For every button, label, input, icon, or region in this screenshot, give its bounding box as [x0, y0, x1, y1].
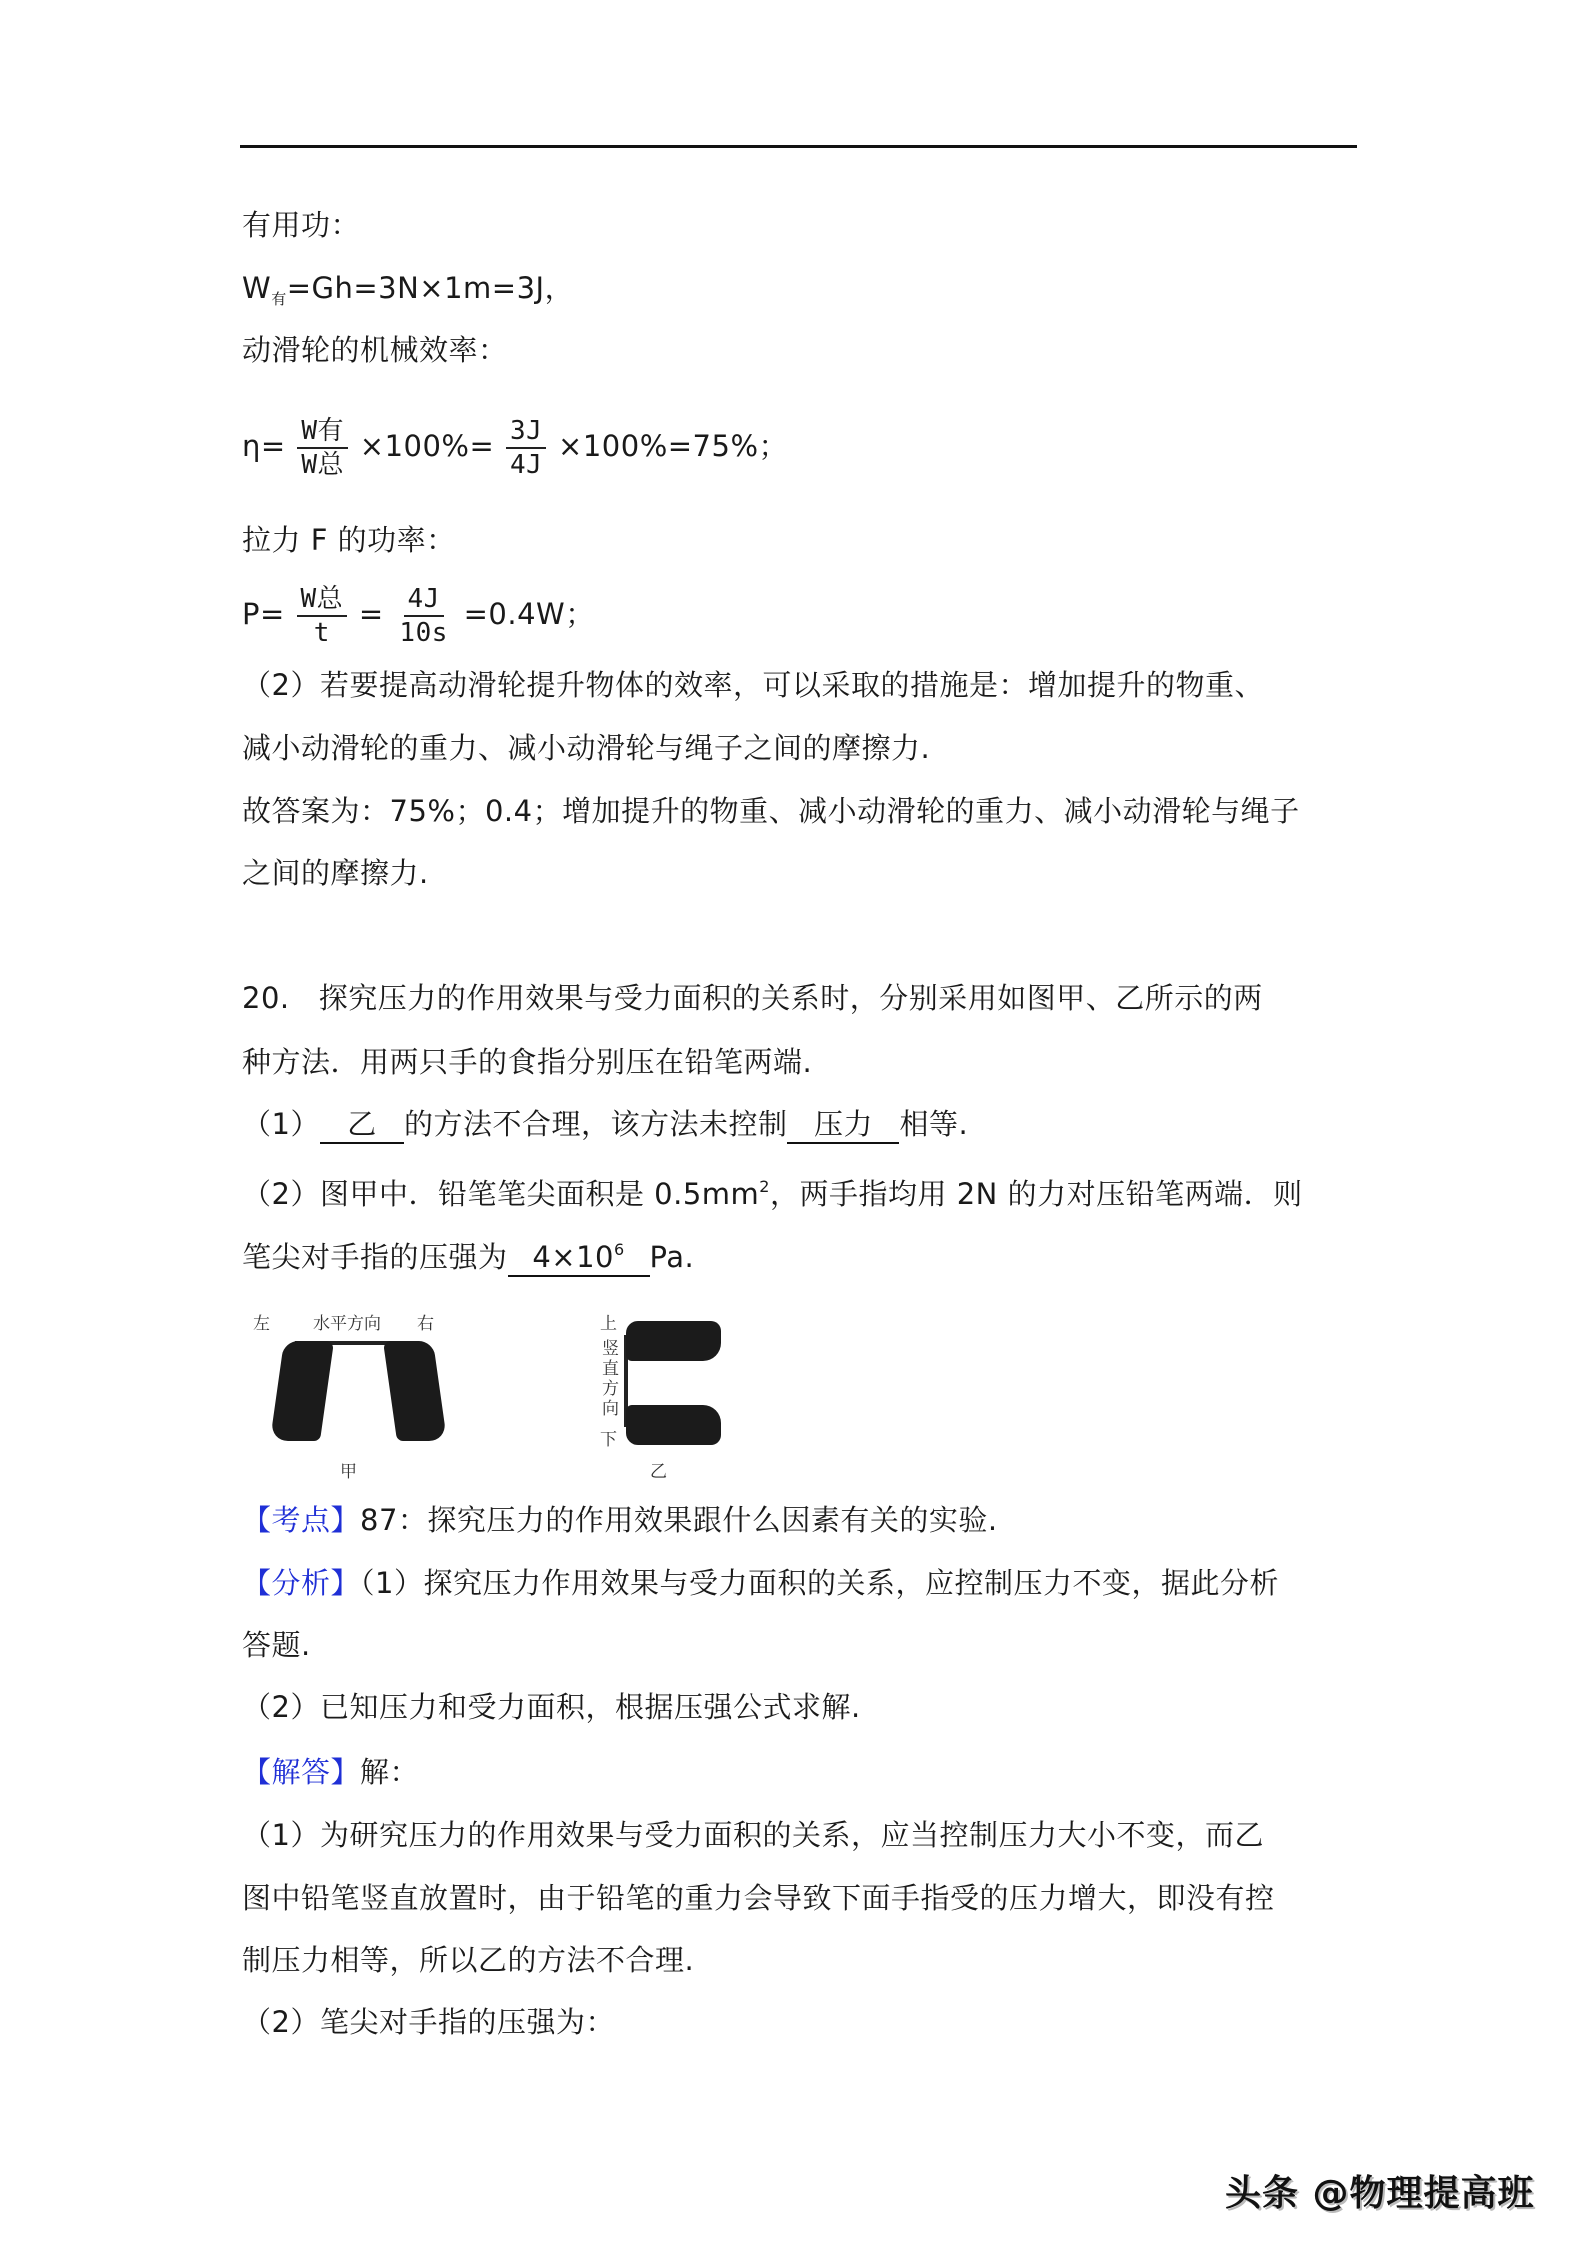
- answer-blank-method: 乙: [320, 1106, 404, 1144]
- fraction-w-useful-over-w-total: $\frac{\text{W有}}{\text{W总}}$: [297, 415, 348, 481]
- part2-line2: 减小动滑轮的重力、减小动滑轮与绳子之间的摩擦力.: [242, 731, 931, 765]
- answer-blank-pressure: $4\times 10^6$: [508, 1232, 650, 1277]
- fraction-w-total-over-t: $\frac{\text{W总}}{t}$: [297, 583, 348, 649]
- upper-hand-icon: [626, 1321, 721, 1361]
- jieda-line1: （1）为研究压力的作用效果与受力面积的关系，应当控制压力大小不变，而乙: [242, 1818, 1264, 1852]
- left-hand-icon: [270, 1341, 334, 1441]
- jieda-line: 【解答】解：: [242, 1755, 420, 1789]
- answer-line2: 之间的摩擦力.: [242, 856, 429, 890]
- question20-stem-line2: 种方法．用两只手的食指分别压在铅笔两端.: [242, 1045, 813, 1079]
- lower-hand-icon: [626, 1405, 721, 1445]
- pencil-experiment-figure: [245, 1295, 725, 1485]
- question20-part2-line1: （2）图甲中．铅笔笔尖面积是 $0.5mm^2$，两手指均用 2N 的力对压铅笔两端．则: [242, 1177, 1303, 1211]
- fenxi-line2: 答题.: [242, 1628, 311, 1662]
- fenxi-line1: 【分析】（1）探究压力作用效果与受力面积的关系，应控制压力不变，据此分析: [242, 1566, 1279, 1600]
- figure-yi: 上 竖直方向 下 乙: [600, 1295, 730, 1485]
- question20-part1: （1） 乙 的方法不合理，该方法未控制 压力 相等.: [242, 1106, 968, 1144]
- answer-line1: 故答案为：75%；0.4；增加提升的物重、减小动滑轮的重力、减小动滑轮与绳子: [242, 794, 1300, 828]
- question-number: 20.: [242, 981, 290, 1015]
- useful-work-equation: $W_有=Gh=3N\times 1m=3J$，: [242, 271, 575, 308]
- part2-line1: （2）若要提高动滑轮提升物体的效率，可以采取的措施是：增加提升的物重、: [242, 668, 1264, 702]
- fraction-3j-over-4j: $\frac{3J}{4J}$: [506, 415, 546, 481]
- useful-work-label: 有用功：: [242, 208, 361, 242]
- efficiency-label: 动滑轮的机械效率：: [242, 333, 508, 367]
- question20-stem-line1: 20. 探究压力的作用效果与受力面积的关系时，分别采用如图甲、乙所示的两: [242, 981, 1263, 1015]
- jieda-tag: 【解答】: [242, 1755, 361, 1789]
- jieda-line3: 制压力相等，所以乙的方法不合理.: [242, 1943, 695, 1977]
- power-label: 拉力 F 的功率：: [242, 523, 456, 557]
- watermark: 头条 @物理提高班: [1225, 2173, 1535, 2214]
- right-hand-icon: [383, 1341, 447, 1441]
- answer-blank-controlled: 压力: [787, 1106, 899, 1144]
- kaodian-line: 【考点】87：探究压力的作用效果跟什么因素有关的实验.: [242, 1503, 998, 1537]
- header-rule: [240, 145, 1357, 148]
- question20-part2-line2: 笔尖对手指的压强为 $4\times 10^6$ Pa.: [242, 1232, 694, 1277]
- jieda-line4: （2）笔尖对手指的压强为：: [242, 2005, 615, 2039]
- fraction-4j-over-10s: $\frac{4J}{10s}$: [399, 584, 448, 648]
- jieda-line2: 图中铅笔竖直放置时，由于铅笔的重力会导致下面手指受的压力增大，即没有控: [242, 1881, 1275, 1915]
- figure-jia: 左 水平方向 右 甲: [245, 1295, 445, 1485]
- kaodian-tag: 【考点】: [242, 1503, 361, 1537]
- power-equation: P= $\frac{\text{W总}}{t}$ = $\frac{4J}{10s}$ =0.4W；: [242, 584, 595, 648]
- fenxi-tag: 【分析】: [242, 1566, 361, 1600]
- efficiency-equation: η= $\frac{\text{W有}}{\text{W总}}$ ×100%= $\frac{3J}{4J}$ ×100%=75%；: [242, 416, 789, 480]
- fenxi-line3: （2）已知压力和受力面积，根据压强公式求解.: [242, 1690, 861, 1724]
